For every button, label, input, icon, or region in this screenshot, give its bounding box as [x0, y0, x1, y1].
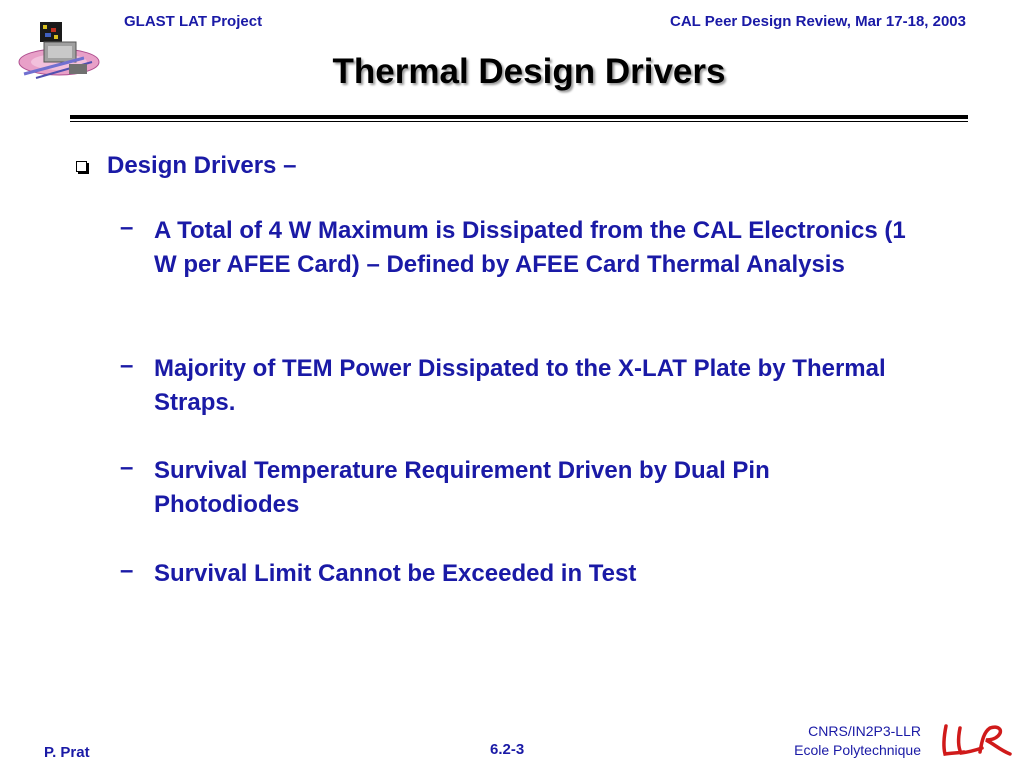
checkbox-bullet-icon: [76, 161, 87, 172]
org-line-2: Ecole Polytechnique: [794, 742, 921, 758]
sub-bullet: [120, 454, 920, 522]
sub-bullet: [120, 352, 920, 420]
sub-bullet-text: Majority of TEM Power Dissipated to the X-LAT Plate by Thermal Straps.: [154, 355, 886, 416]
org-line-1: CNRS/IN2P3-LLR: [808, 723, 921, 739]
footer-organization: [794, 722, 921, 760]
main-bullet: [76, 152, 296, 180]
sub-bullet: [120, 557, 920, 591]
sub-bullet-text: A Total of 4 W Maximum is Dissipated from the CAL Electronics (1 W per AFEE Card) – Defined by AFEE Card Thermal Analysis: [154, 217, 906, 278]
sub-bullet-text: Survival Temperature Requirement Driven by Dual Pin Photodiodes: [154, 457, 770, 518]
title-rule-thin: [70, 121, 968, 122]
footer-page-number: 6.2-3: [490, 741, 525, 758]
sub-bullet-text: Survival Limit Cannot be Exceeded in Test: [154, 560, 637, 587]
dash-marker: –: [120, 214, 134, 241]
dash-marker: –: [120, 454, 134, 481]
llr-logo: [938, 720, 1018, 760]
footer-author: P. Prat: [44, 744, 90, 761]
title-rule-thick: [70, 115, 968, 119]
header-review: CAL Peer Design Review, Mar 17-18, 2003: [670, 13, 966, 30]
main-bullet-text: Design Drivers –: [107, 152, 297, 179]
dash-marker: –: [120, 352, 134, 379]
header-project: GLAST LAT Project: [124, 13, 263, 30]
sub-bullet: [120, 214, 920, 282]
dash-marker: –: [120, 557, 134, 584]
slide-title: Thermal Design Drivers: [332, 52, 726, 91]
